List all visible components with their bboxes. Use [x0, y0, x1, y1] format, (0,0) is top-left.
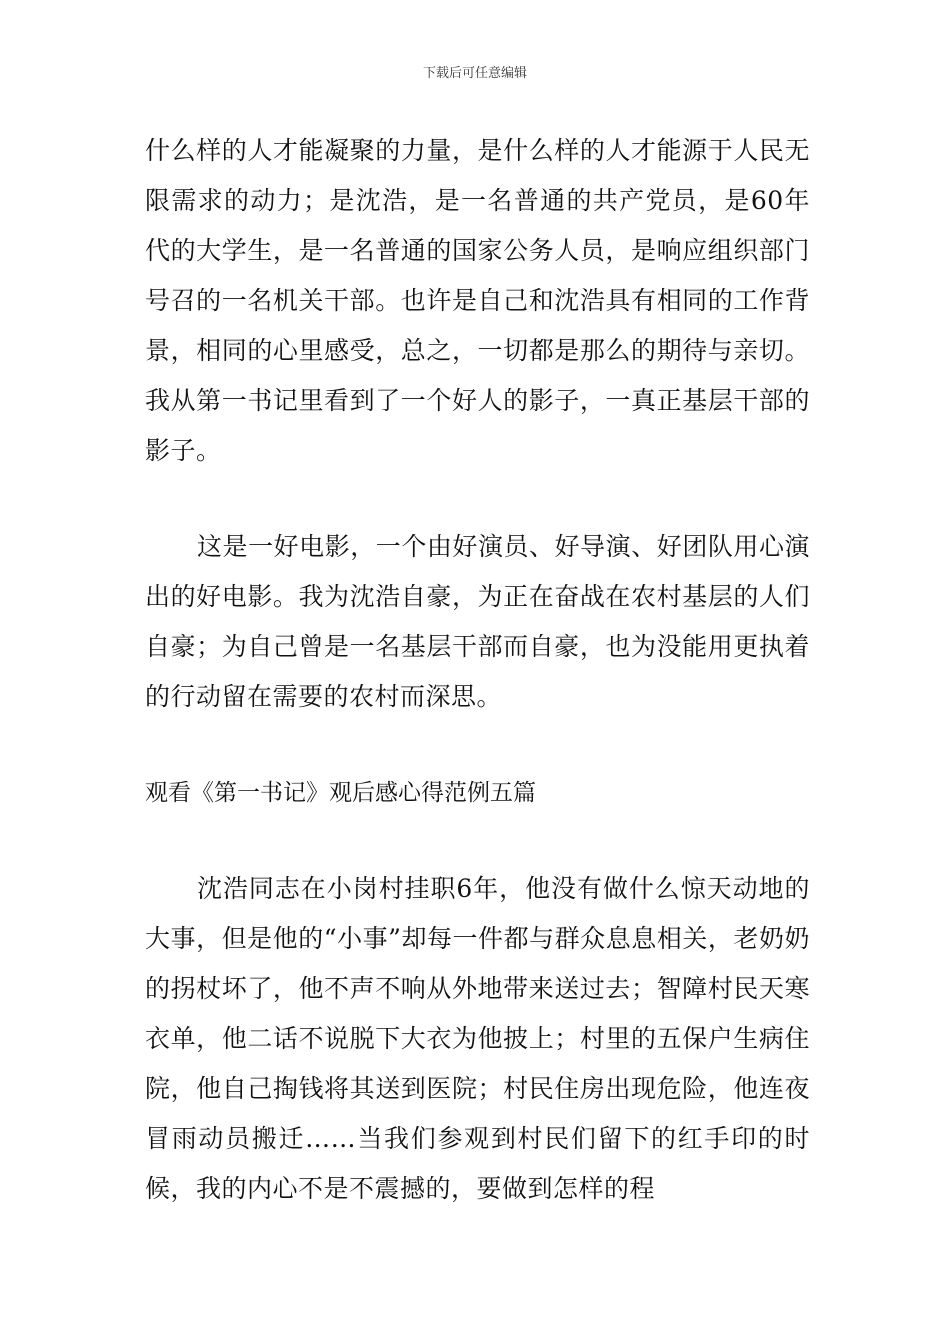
paragraph-good-film: 这是一好电影，一个由好演员、好导演、好团队用心演出的好电影。我为沈浩自豪，为正在奋战在农村基层的人们自豪；为自己曾是一名基层干部而自豪，也为没能用更执着的行动留在需要的农村而深思。: [145, 532, 810, 711]
paragraph-gap: [145, 722, 810, 768]
paragraph-continuation: 什么样的人才能凝聚的力量，是什么样的人才能源于人民无限需求的动力；是沈浩，是一名普通的共产党员，是60年代的大学生，是一名普通的国家公务人员，是响应组织部门号召的一名机关干部。也许是自己和沈浩具有相同的工作背景，相同的心里感受，总之，一切都是那么的期待与亲切。我从第一书记里看到了一个好人的影子，一真正基层干部的影子。: [145, 136, 810, 465]
paragraph-shen-hao: 沈浩同志在小岗村挂职6年，他没有做什么惊天动地的大事，但是他的“小事”却每一件都与群众息息相关，老奶奶的拐杖坏了，他不声不响从外地带来送过去；智障村民天寒衣单，他二话不说脱下大衣为他披上；村里的五保户生病住院，他自己掏钱将其送到医院；村民住房出现危险，他连夜冒雨动员搬迁……当我们参观到村民们留下的红手印的时候，我的内心不是不震撼的，要做到怎样的程: [145, 874, 810, 1203]
page-header: 下载后可任意编辑: [422, 66, 527, 81]
paragraph-gap: [145, 818, 810, 864]
document-body: [145, 126, 810, 1214]
paragraph-gap: [145, 476, 810, 522]
section-heading: 观看《第一书记》观后感心得范例五篇: [145, 780, 536, 806]
